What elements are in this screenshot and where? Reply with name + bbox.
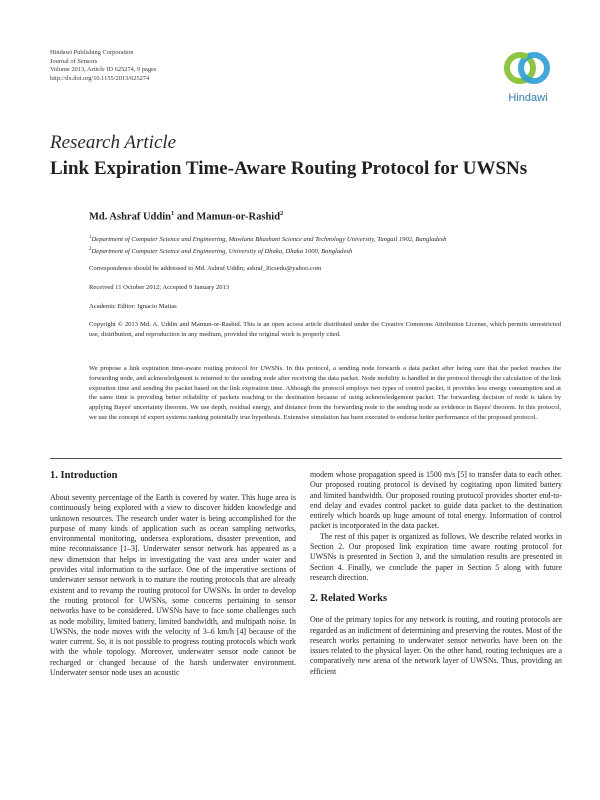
received-accepted-dates: Received 11 October 2012; Accepted 9 January 2013 [89, 284, 230, 291]
affiliation-item [89, 245, 569, 257]
left-column [50, 470, 296, 678]
academic-editor: Academic Editor: Ignacio Matias [89, 303, 177, 310]
article-title: Link Expiration Time-Aware Routing Protocol for UWSNs [50, 158, 528, 179]
abstract: We propose a link expiration time-aware routing protocol for UWSNs. In this protocol, a sending node forwards a data packet after being sure that the packet reaches the forwarding node, and acknowledgment is returned to the sending node after receiving the data packet. Node mobility is handled in the protocol through the calculation of the link expiration time and sending the packet based on the link expiration time. Although the protocol employs two types of control packet, it provides less energy consumption and at the same time is providing better reliability of packets reaching to the destination because of using acknowledgement packet. The forwarding decision of node is taken by applying Bayes' uncertainty theorem. We use depth, residual energy, and distance from the forwarding node to the sending node as evidence in Bayes' theorem. In this protocol, we use the concept of expert systems ranking potentially true hypothesis. Extensive simulation has been executed to endorse better performance of the proposed protocol. [89, 365, 561, 421]
author-list [89, 210, 283, 223]
author-separator: and [174, 211, 197, 223]
doi-link[interactable]: http://dx.doi.org/10.1155/2013/625274 [50, 74, 150, 82]
journal-name: Journal of Sensors [50, 57, 98, 65]
affiliation-text: Department of Computer Science and Engineering, Mawlana Bhashani Science and Technology University, Tangail 1902, Bangladesh [91, 236, 447, 244]
paragraph: One of the primary topics for any network is routing, and routing protocols are regarded as an indictment of determining and preserving the routes. Most of the research works pertaining to underwater sensor networks have been on the issues related to the physical layer. On the other hand, routing techniques are a comparatively new arena of the network layer of UWSNs. Thus, providing an efficient [310, 615, 562, 676]
author-name: Md. Ashraf Uddin [89, 211, 171, 223]
author-affiliation-mark: 1 [170, 210, 175, 217]
hindawi-logo-text: Hindawi [508, 92, 548, 104]
affiliation-mark: 2 [89, 246, 92, 252]
paragraph: About seventy percentage of the Earth is covered by water. This huge area is continuously being explored with a view to discover hidden knowledge and unknown resources. The research under water is being accomplished for the purpose of many kinds of application such as ocean sampling networks, environmental monitoring, undersea explorations, disaster prevention, and mine reconnaissance [1–3]. Underwater sensor network has appeared as a new dimension that helps in investigating the vast area under water and provides vital information to the surface. One of the imperative sections of underwater sensor network is to mature the routing protocols that are already existent and to revamp the routing protocol for UWSNs. In order to develop the routing protocol for UWSNs, some concerns pertaining to sensor networks have to be considered. UWSNs have to face some challenges such as node mobility, limited battery, limited bandwidth, and multipath noise. In UWSNs, the node moves with the velocity of 3–6 km/h [4] because of the water current. So, it is not possible to progress routing protocols which work with the whole topology. Moreover, underwater sensor node cannot be recharged or changed because of the harsh underwater environment. Underwater sensor node uses an acoustic [50, 493, 296, 678]
affiliation-mark: 1 [89, 235, 92, 240]
section-heading-introduction: 1. Introduction [50, 470, 118, 481]
correspondence: Correspondence should be addressed to Md. Ashraf Uddin; ashraf_l6csedu@yahoo.com [89, 265, 322, 272]
article-type: Research Article [50, 132, 177, 153]
publisher-name: Hindawi Publishing Corporation [50, 49, 134, 56]
affiliation-text: Department of Computer Science and Engineering, University of Dhaka, Dhaka 1000, Bangladesh [91, 247, 353, 255]
volume-info: Volume 2013, Article ID 625274, 9 pages [50, 66, 157, 74]
publication-info [50, 49, 156, 83]
copyright-notice: Copyright © 2013 Md. A. Uddin and Mamun-or-Rashid. This is an open access article distributed under the Creative Commons Attribution License, which permits unrestricted use, distribution, and reproduction in any medium, provided the original work is properly cited. [89, 321, 561, 338]
right-column [310, 470, 562, 677]
section-divider [50, 458, 562, 459]
author-name: Mamun-or-Rashid [196, 211, 281, 223]
author-affiliation-mark: 2 [280, 210, 284, 217]
affiliations [89, 233, 569, 256]
paragraph: modem whose propagation speed is 1500 m/s [5] to transfer data to each other. Our proposed routing protocol is devised by cogitating upon limited battery and limited bandwidth. Our proposed routing protocol provides shorter end-to-end delay and evades control packet to guide data packet to the destination entirely which hoards up huge amount of total energy. Information of control packet is incorporated in the data packet. [310, 470, 562, 531]
paragraph: The rest of this paper is organized as follows. We describe related works in Section 2. Our proposed link expiration time aware routing protocol for UWSNs is presented in Section 3, and the simulation results are presented in Section 4. Finally, we conclude the paper in Section 5 along with future research direction. [310, 531, 562, 582]
affiliation-item [89, 233, 569, 245]
section-heading-related-works: 2. Related Works [310, 593, 388, 605]
